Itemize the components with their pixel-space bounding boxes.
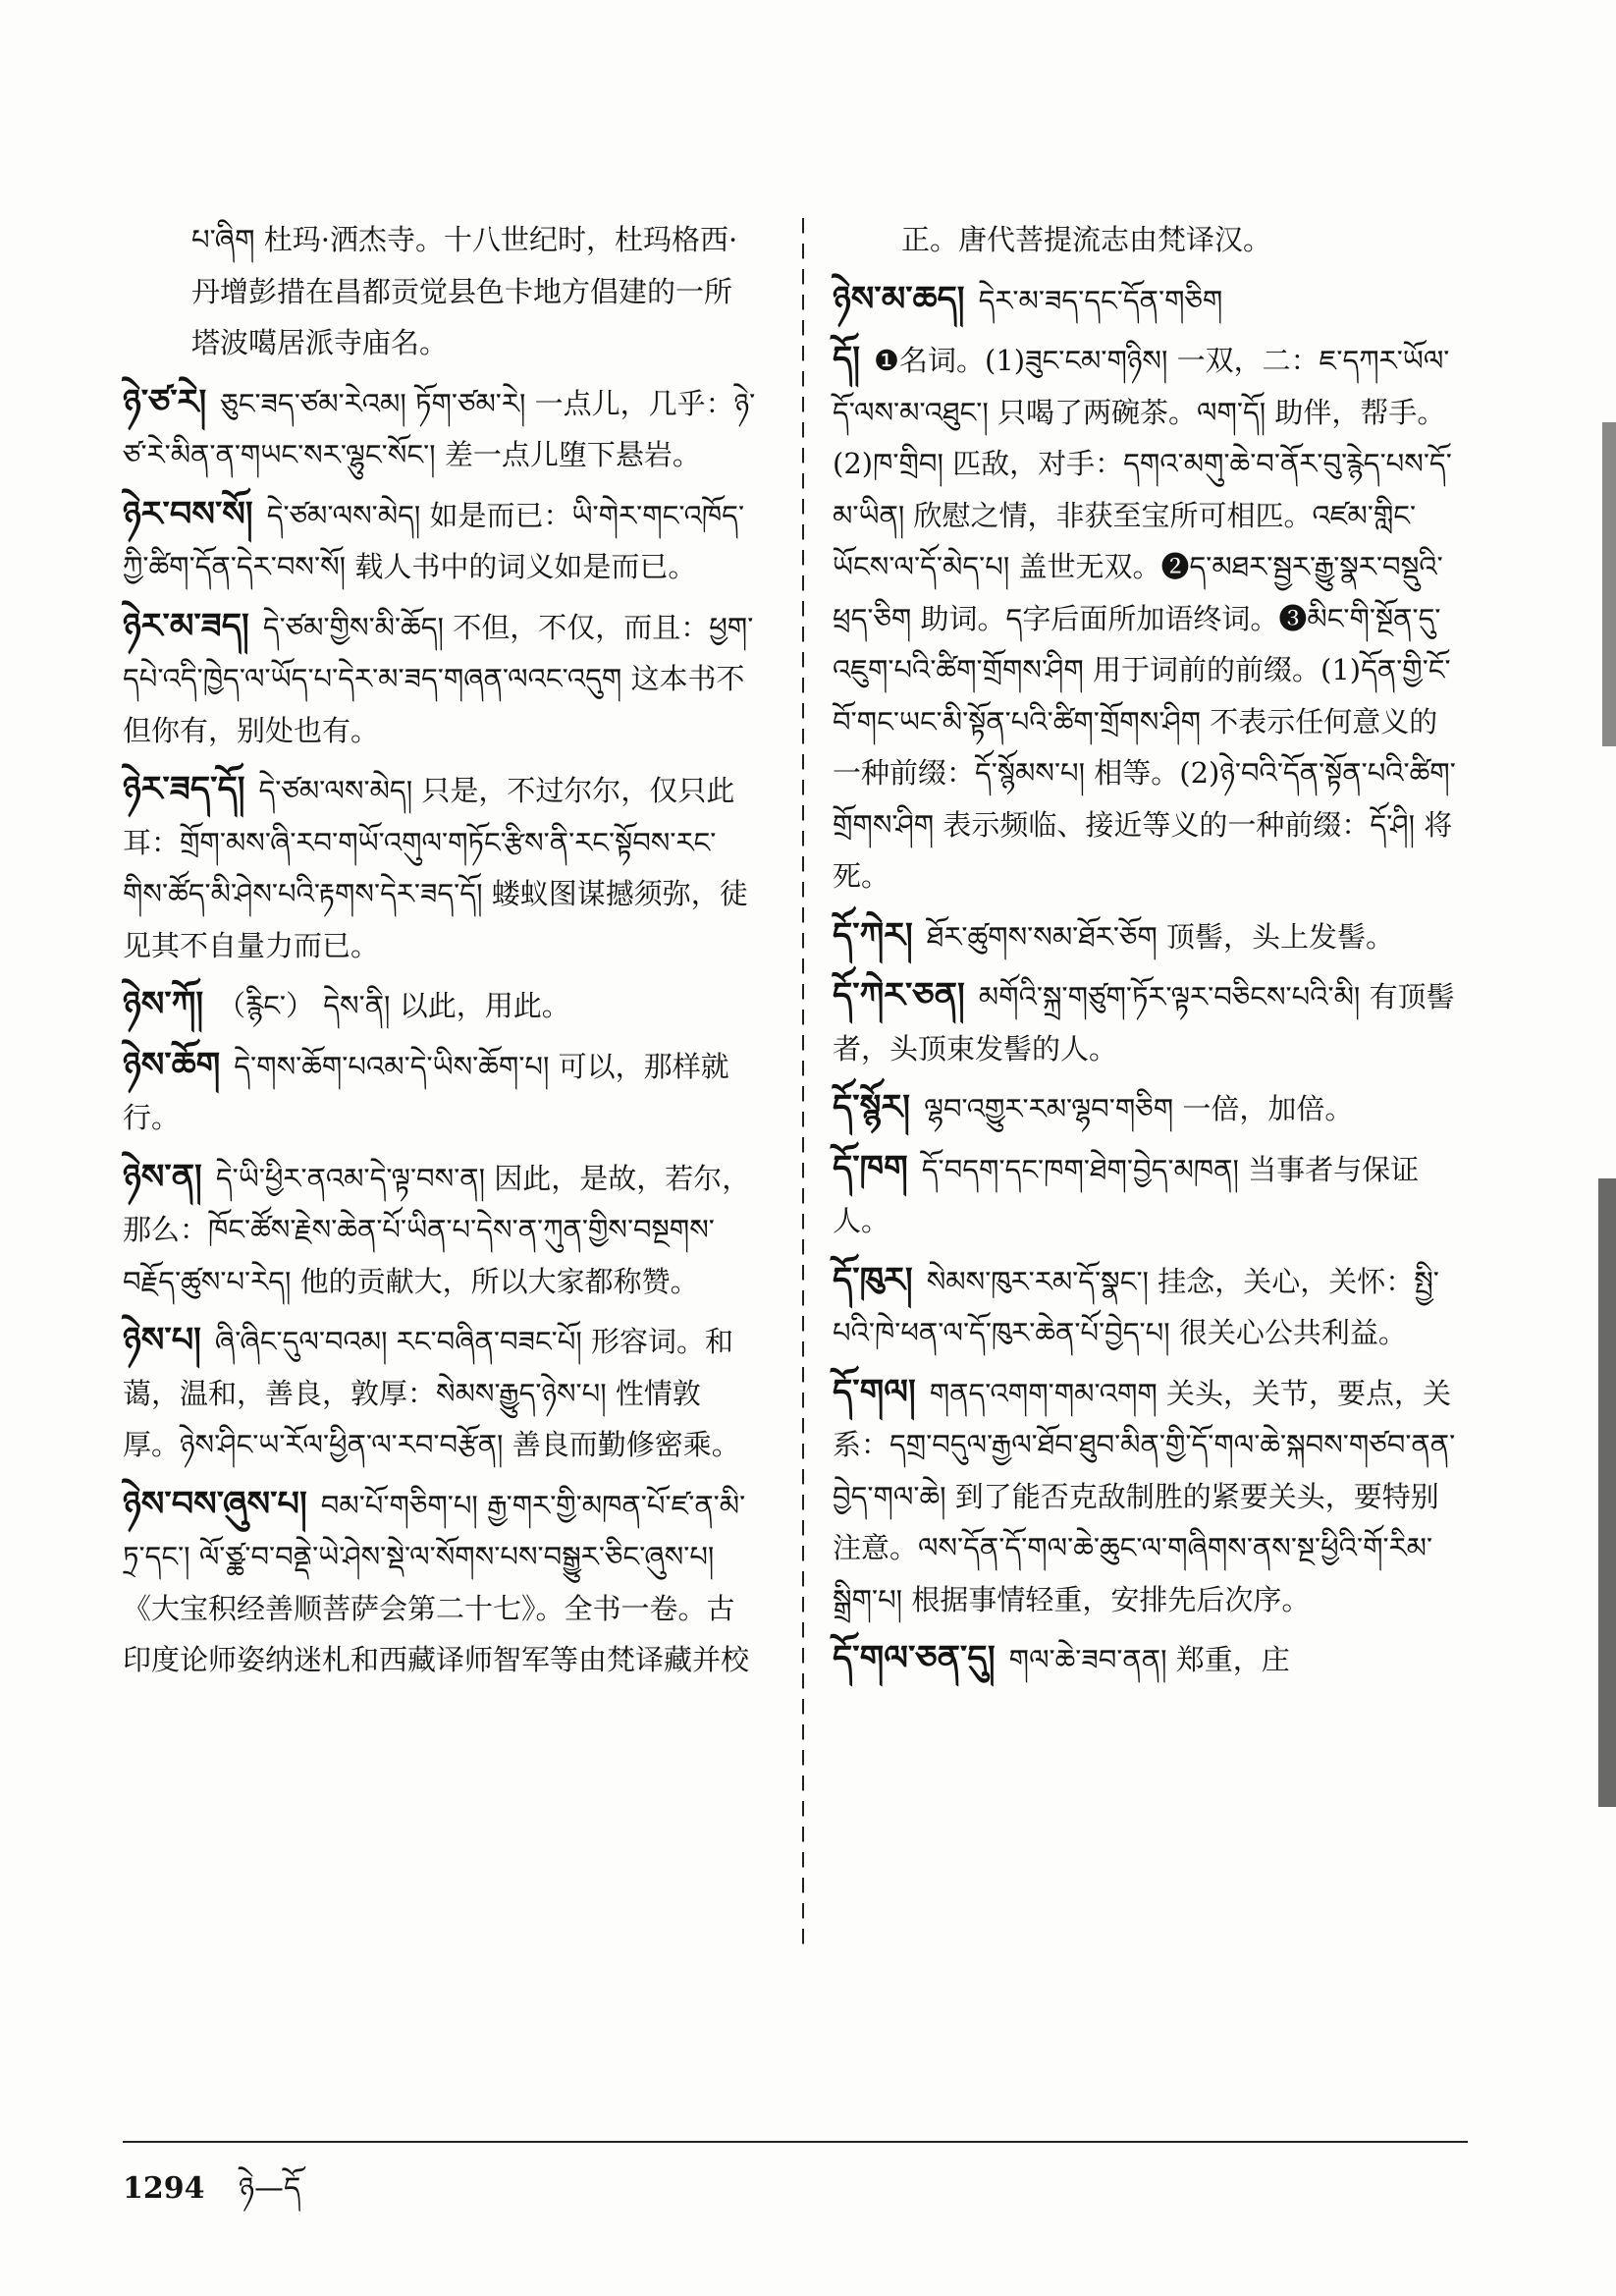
page-number: 1294 (123, 2171, 205, 2206)
dictionary-entry (123, 1152, 756, 1308)
entry-headword: ཉེས་བས་ཞུས་པ། (123, 1484, 307, 1524)
page-footer (123, 2156, 300, 2238)
entry-headword: དོ་ཁག (833, 1148, 908, 1188)
entry-headword: དོ་ཀེར། (833, 915, 913, 956)
footer-rule (123, 2141, 1468, 2143)
entry-headword: ཉེས་པ། (123, 1321, 201, 1360)
entry-definition: སེམས་ཁུར་རམ་དོ་སྣང་། 挂念，关心，关怀：སྤྱི་པའི་ཁེ་ཕན་ལ་དོ་ཁུར་ཆེན་པོ་བྱེད་པ། 很关心公共利益。 (833, 1264, 1439, 1349)
entry-headword: ཉེས་མ་ཆད། (833, 279, 965, 319)
dictionary-entry (123, 979, 756, 1032)
dictionary-entry (123, 377, 756, 481)
entry-headword: དོ་གལ་ཅན་དུ། (833, 1639, 996, 1678)
entry-headword: དོ་སྙོར། (833, 1088, 911, 1127)
entry-definition: དོ་བདག་དང་ཁག་ཐེག་བྱེད་མཁན། 当事者与保证人。 (833, 1152, 1420, 1237)
entry-definition: ཞི་ཞིང་དུལ་བའམ། རང་བཞིན་བཟང་པོ། 形容词。和蔼，温和，善良，敦厚：སེམས་རྒྱུད་ཉེས་པ། 性情敦厚。ཉེས་ཤིང་ཡ་རོལ་ཕྱིན་ལ་རབ་བརྩོན། 善良而勤修密乘。 (123, 1325, 740, 1461)
dictionary-entry (123, 601, 756, 757)
entry-definition: བམ་པོ་གཅིག་པ། རྒྱ་གར་གྱི་མཁན་པོ་ཛ་ན་མི་ཏྲ་དང་། ལོ་ཙྪ་བ་བནྡེ་ཡེ་ཤེས་སྡེ་ལ་སོགས་པས་བསྒྱུར་ཅིང་ཞུས་པ། 《大宝积经善顺菩萨会第二十七》。全书一卷。古印度论师姿纳迷札和西藏译师智军等由梵译藏并校 (123, 1488, 750, 1676)
entry-headword: ཉེར་ཟད་དོ། (123, 770, 245, 809)
dictionary-entry (123, 1315, 756, 1471)
dictionary-entry (123, 764, 756, 971)
entry-definition: ཐོར་ཚུགས་སམ་ཐོར་ཅོག 顶髻，头上发髻。 (926, 919, 1395, 954)
scan-edge-mark (1598, 1178, 1616, 1807)
entry-definition: པ་ཞིག 杜玛·洒杰寺。十八世纪时，杜玛格西·丹增彭措在昌都贡觉县色卡地方倡建的一所 塔波噶居派寺庙名。 (191, 223, 738, 359)
entry-definition: ལྷབ་འགྱུར་རམ་ལྷབ་གཅིག 一倍，加倍。 (924, 1092, 1354, 1125)
scan-edge-mark (1602, 422, 1616, 746)
entry-definition: གལ་ཆེ་ཟབ་ནན། 郑重，庄 (1008, 1643, 1290, 1676)
right-column (833, 214, 1466, 1694)
dictionary-entry (123, 1040, 756, 1144)
dictionary-entry (833, 970, 1466, 1074)
dictionary-entry (833, 910, 1466, 963)
entry-definition: དེ་གས་ཆོག་པའམ་དེ་ཡིས་ཆོག་པ། 可以，那样就行。 (123, 1049, 729, 1134)
entry-definition: དེ་ཙམ་གྱིས་མི་ཆོད། 不但，不仅，而且：ཕྱག་དཔེ་འདི་ཁྱེད་ལ་ཡོད་པ་དེར་མ་ཟད་གཞན་ལའང་འདུག 这本书不但你有，别处也有。 (123, 610, 754, 747)
entry-definition: 正。唐代菩提流志由梵译汉。 (901, 223, 1272, 256)
dictionary-entry (833, 334, 1466, 902)
entry-definition: （རྙིང་） དེས་ནི། 以此，用此。 (217, 989, 570, 1022)
entry-headword: དོ། (833, 340, 861, 379)
column-divider (802, 218, 804, 1946)
dictionary-entry (833, 214, 1466, 266)
entry-headword: ཉེས་ཆོག (123, 1045, 221, 1085)
page-range: ཉེ—དོ (238, 2171, 301, 2206)
dictionary-entry (123, 489, 756, 593)
entry-definition: དེ་ཙམ་ལས་མེད། 如是而已：ཡི་གེར་གང་འཁོད་ཀྱི་ཚིག་དོན་དེར་བས་སོ། 载人书中的词义如是而已。 (123, 498, 745, 583)
dictionary-entry (123, 1479, 756, 1686)
entry-headword: ཉེས་ཀོ། (123, 985, 204, 1024)
entry-definition: དེ་ཙམ་ལས་མེད། 只是，不过尔尔，仅只此耳：གྲོག་མས་ཞི་རབ་གཡོ་འགུལ་གཏོང་རྩིས་ནི་རང་སྟོབས་རང་གིས་ཚོད་མི་ཤེས་པའི་རྟགས་དེར་ཟད་དོ། 蝼蚁图谋撼须弥，徒见其不自量力而已。 (123, 774, 748, 962)
entry-headword: དོ་ཀེར་ཅན། (833, 976, 965, 1015)
dictionary-entry (833, 1143, 1466, 1247)
entry-definition: མགོའི་སྐྲ་གཙུག་ཏོར་ལྟར་བཅིངས་པའི་མི། 有顶髻者，头顶束发髻的人。 (833, 980, 1455, 1066)
dictionary-entry (833, 1367, 1466, 1626)
left-column (123, 214, 756, 1694)
entry-headword: ཉེས་ན། (123, 1157, 202, 1197)
entry-definition: ❶名词。(1)ཟུང་ངམ་གཉིས། 一双，二：ཇ་དཀར་ཡོལ་དོ་ལས་མ་འཐུང་། 只喝了两碗茶。ལག་དོ། 助伴，帮手。(2)ཁ་གྲིབ། 匹敌，对手：དགའ་མགུ་ཆེ་བ་ནོར་བུ་རྙེད་པས་དོ་མ་ཡིན། 欣慰之情，非获至宝所可相匹。འཛམ་གླིང་ཡོངས་ལ་དོ་མེད་པ། 盖世无双。❷ད་མཐར་སྦྱར་རྒྱུ་སྣར་བསྡུའི་ཕྲད་ཅིག 助词。ད字后面所加语终词。❸མིང་གི་སྔོན་དུ་འཇུག་པའི་ཚིག་གྲོགས་ཤིག 用于词前的前缀。(1)དོན་གྱི་ངོ་བོ་གང་ཡང་མི་སྟོན་པའི་ཚིག་གྲོགས་ཤིག 不表示任何意义的一种前缀：དོ་སྙོམས་པ། 相等。(2)ཉེ་བའི་དོན་སྟོན་པའི་ཚིག་གྲོགས་ཤིག 表示频临、接近等义的一种前缀：དོ་ཤི། 将死。 (833, 344, 1456, 893)
entry-definition: གནད་འགག་གམ་འགག 关头，关节，要点，关系：དགྲ་བདུལ་རྒྱལ་ཐོབ་ཐུབ་མིན་གྱི་དོ་གལ་ཆེ་སྐབས་གཙབ་ནན་བྱེད་གལ་ཆེ། 到了能否克敌制胜的紧要关头，要特别注意。ལས་དོན་དོ་གལ་ཆེ་ཆུང་ལ་གཞིགས་ནས་སྔ་ཕྱིའི་གོ་རིམ་སྒྲིག་པ། 根据事情轻重，安排先后次序。 (833, 1376, 1456, 1616)
dictionary-entry (833, 274, 1466, 327)
dictionary-entry (833, 1255, 1466, 1359)
entry-definition: ཅུང་ཟད་ཙམ་རེའམ། ཏོག་ཙམ་རེ། 一点儿，几乎：ཉེ་ཙ་རེ་མིན་ན་གཡང་སར་ལྷུང་སོང་། 差一点儿堕下悬岩。 (123, 386, 756, 471)
entry-headword: ཉེར་བས་སོ། (123, 494, 253, 534)
dictionary-entry (833, 1633, 1466, 1686)
entry-headword: དོ་གལ། (833, 1372, 916, 1412)
entry-headword: དོ་ཁུར། (833, 1260, 913, 1300)
entry-headword: ཉེ་ཙ་རེ། (123, 382, 207, 422)
dictionary-entry (833, 1082, 1466, 1135)
entry-headword: ཉེར་མ་ཟད། (123, 606, 249, 646)
entry-definition: དེར་མ་ཟད་དང་དོན་གཅིག (978, 283, 1223, 317)
entry-definition: དེ་ཡི་ཕྱིར་ནའམ་དེ་ལྟ་བས་ན། 因此，是故，若尔，那么：ཁོང་ཚོས་རྗེས་ཆེན་པོ་ཡིན་པ་དེས་ན་ཀུན་གྱིས་བསྔགས་བརྗོད་ཚུས་པ་རེད། 他的贡献大，所以大家都称赞。 (123, 1161, 751, 1298)
dictionary-entry (123, 214, 756, 369)
